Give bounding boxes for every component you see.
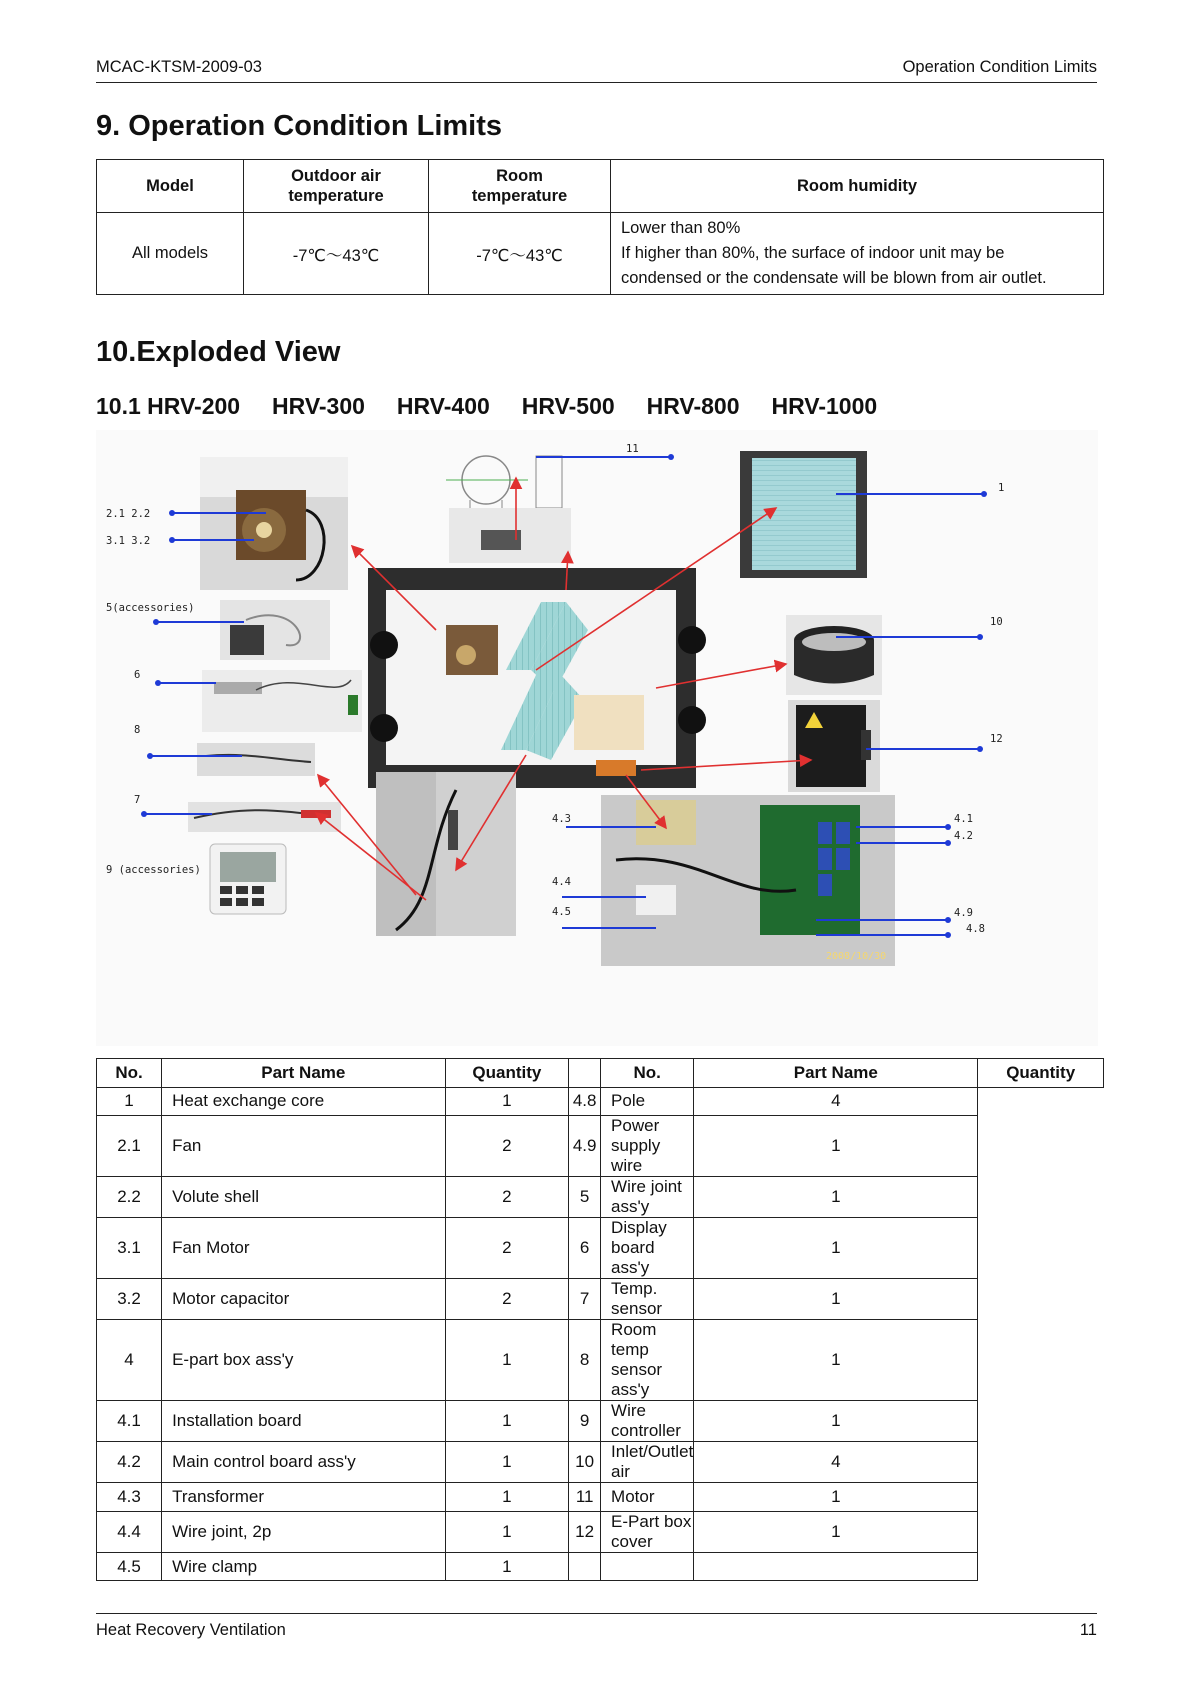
part-no: 8 [569,1320,601,1401]
exploded-view-figure [96,430,1098,1046]
label-4-3: 4.3 [552,813,571,825]
label-10: 10 [990,616,1003,628]
part-name: Temp. sensor [601,1279,694,1320]
part-name: E-part box ass'y [162,1320,446,1401]
label-8: 8 [134,724,141,736]
part-no: 3.1 [97,1218,162,1279]
label-11: 11 [626,443,639,455]
fan-assembly-photo [200,457,348,590]
doc-code: MCAC-KTSM-2009-03 [96,58,262,76]
part-quantity: 2 [445,1177,569,1218]
col-no: No. [97,1059,162,1088]
part-no: 11 [569,1483,601,1512]
part-quantity: 1 [694,1279,978,1320]
col-quantity: Quantity [445,1059,569,1088]
part-quantity: 2 [445,1279,569,1320]
hrv-unit-photo [368,568,706,788]
sensor-placement-photo [376,772,516,936]
label-7: 7 [134,794,141,806]
part-quantity: 1 [694,1320,978,1401]
table-row [97,1320,1104,1401]
part-name: Volute shell [162,1177,446,1218]
part-name: Pole [601,1087,694,1116]
part-no: 4.4 [97,1511,162,1552]
parts-header-row [97,1059,1104,1088]
section-9-title: 9. Operation Condition Limits [96,110,502,142]
table-row [97,1442,1104,1483]
footer-title: Heat Recovery Ventilation [96,1621,286,1639]
part-no: 6 [569,1218,601,1279]
table-row [97,1511,1104,1552]
part-no: 12 [569,1511,601,1552]
parts-list-table [96,1058,1104,1581]
heat-exchange-core-photo [740,451,867,578]
col-outdoor-temp: Outdoor air temperature [244,160,429,213]
col-model: Model [97,160,244,213]
motor-drawing [446,456,562,512]
photo-date-stamp: 2008/10/30 [826,951,887,962]
label-4-8: 4.8 [966,923,985,935]
label-4-2: 4.2 [954,830,973,842]
part-no: 4.1 [97,1401,162,1442]
part-name: Fan [162,1116,446,1177]
e-part-box-cover-photo [788,700,880,792]
part-name: Room temp sensor ass'y [601,1320,694,1401]
label-1: 1 [998,482,1005,494]
room-temp-sensor-photo [197,743,315,776]
part-quantity: 1 [445,1442,569,1483]
temp-sensor-photo [188,802,341,832]
motor-photo [449,508,571,563]
part-name [601,1552,694,1581]
part-quantity: 1 [694,1483,978,1512]
part-name: Inlet/Outlet air [601,1442,694,1483]
part-name: Heat exchange core [162,1087,446,1116]
part-name: Transformer [162,1483,446,1512]
page-number: 11 [1079,1621,1097,1639]
part-no: 10 [569,1442,601,1483]
part-quantity: 1 [694,1401,978,1442]
part-no: 4.2 [97,1442,162,1483]
part-quantity: 4 [694,1087,978,1116]
col-no: No. [601,1059,694,1088]
part-name: E-Part box cover [601,1511,694,1552]
wire-joint-photo [220,600,330,660]
part-quantity: 2 [445,1116,569,1177]
model-list-subtitle: 10.1 HRV-200 HRV-300 HRV-400 HRV-500 HRV-800 HRV-1000 [96,393,878,419]
col-part-name: Part Name [162,1059,446,1088]
table-row [97,1177,1104,1218]
part-name: Wire joint, 2p [162,1511,446,1552]
part-quantity: 1 [445,1087,569,1116]
part-quantity: 1 [694,1116,978,1177]
part-name: Wire controller [601,1401,694,1442]
col-part-name: Part Name [694,1059,978,1088]
part-no: 4.5 [97,1552,162,1581]
table-row [97,1218,1104,1279]
label-9: 9 (accessories) [106,864,201,876]
col-room-temp: Room temperature [429,160,611,213]
label-5: 5(accessories) [106,602,195,614]
part-quantity: 1 [694,1511,978,1552]
part-quantity: 1 [445,1511,569,1552]
col-quantity: Quantity [978,1059,1104,1088]
label-4-1: 4.1 [954,813,973,825]
label-4-5: 4.5 [552,906,571,918]
part-quantity: 1 [694,1177,978,1218]
table-row [97,1279,1104,1320]
table-row [97,1087,1104,1116]
label-2-1: 2.1 2.2 [106,508,151,520]
cell-room: -7℃～43℃ [429,213,611,295]
part-name: Power supply wire [601,1116,694,1177]
part-quantity: 4 [694,1442,978,1483]
part-quantity: 1 [445,1483,569,1512]
part-name: Fan Motor [162,1218,446,1279]
inlet-outlet-ring-photo [786,615,882,695]
part-quantity: 1 [694,1218,978,1279]
part-no: 2.1 [97,1116,162,1177]
part-name: Motor capacitor [162,1279,446,1320]
part-no: 4.8 [569,1087,601,1116]
table-row [97,1116,1104,1177]
display-board-photo [202,670,362,732]
label-12: 12 [990,733,1003,745]
page-header [96,58,1097,83]
part-name: Main control board ass'y [162,1442,446,1483]
part-no: 4 [97,1320,162,1401]
part-no: 5 [569,1177,601,1218]
part-no [569,1552,601,1581]
part-name: Installation board [162,1401,446,1442]
part-no: 4.9 [569,1116,601,1177]
part-name: Display board ass'y [601,1218,694,1279]
col-humidity: Room humidity [611,160,1104,213]
part-quantity: 1 [445,1552,569,1581]
cell-humidity: Lower than 80% If higher than 80%, the surface of indoor unit may be condensed or the condensate will be blown from air outlet. [611,213,1104,295]
part-no: 3.2 [97,1279,162,1320]
cell-outdoor: -7℃～43℃ [244,213,429,295]
exploded-view-diagram [96,430,1098,1046]
table-row [97,1483,1104,1512]
part-no: 9 [569,1401,601,1442]
part-no: 7 [569,1279,601,1320]
table-row [97,1552,1104,1581]
part-no: 1 [97,1087,162,1116]
label-6: 6 [134,669,141,681]
table-row [97,1401,1104,1442]
operation-limits-table [96,159,1104,295]
header-section: Operation Condition Limits [902,58,1097,76]
label-3-1: 3.1 3.2 [106,535,151,547]
control-board-photo [601,795,895,966]
part-name: Motor [601,1483,694,1512]
part-no: 4.3 [97,1483,162,1512]
cell-model: All models [97,213,244,295]
label-4-9: 4.9 [954,907,973,919]
wire-controller-photo [210,844,286,914]
part-quantity [694,1552,978,1581]
label-4-4: 4.4 [552,876,571,888]
table-gap [569,1059,601,1088]
page-footer [96,1613,1097,1640]
section-10-title: 10.Exploded View [96,336,341,368]
part-quantity: 1 [445,1320,569,1401]
part-name: Wire clamp [162,1552,446,1581]
part-quantity: 2 [445,1218,569,1279]
part-name: Wire joint ass'y [601,1177,694,1218]
part-no: 2.2 [97,1177,162,1218]
part-quantity: 1 [445,1401,569,1442]
